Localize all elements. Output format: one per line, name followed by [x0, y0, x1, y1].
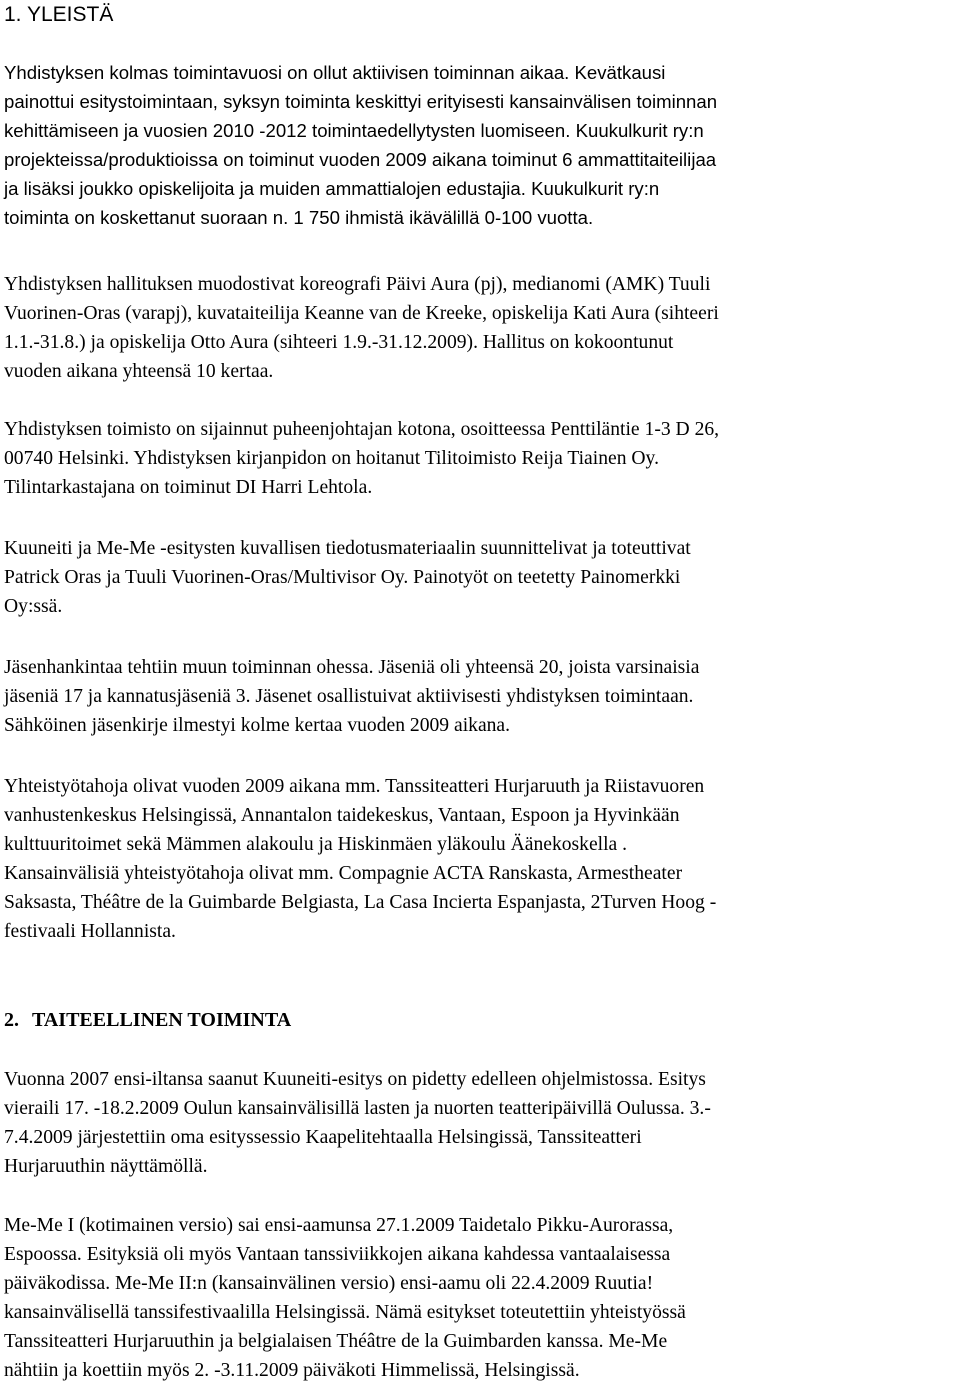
paragraph-line: Tilintarkastajana on toiminut DI Harri Lehtola. — [4, 477, 373, 498]
paragraph-line: Patrick Oras ja Tuuli Vuorinen-Oras/Multivisor Oy. Painotyöt on teetetty Painomerkki — [4, 567, 681, 588]
paragraph-line: päiväkodissa. Me-Me II:n (kansainvälinen versio) ensi-aamu oli 22.4.2009 Ruutia! — [4, 1273, 654, 1294]
paragraph-line: Espoossa. Esityksiä oli myös Vantaan tanssiviikkojen aikana kahdessa vantaalaisessa — [4, 1244, 671, 1265]
section-2-title: TAITEELLINEN TOIMINTA — [32, 1009, 292, 1031]
section-2-number: 2. — [4, 1009, 19, 1031]
paragraph-line: Yhdistyksen kolmas toimintavuosi on ollut aktiivisen toiminnan aikaa. Kevätkausi — [4, 62, 666, 83]
paragraph-meme — [4, 1211, 956, 1385]
paragraph-line: 00740 Helsinki. Yhdistyksen kirjanpidon on hoitanut Tilitoimisto Reija Tiainen Oy. — [4, 448, 659, 469]
paragraph-line: vanhustenkeskus Helsingissä, Annantalon taidekeskus, Vantaan, Espoon ja Hyvinkään — [4, 805, 680, 826]
paragraph-line: Hurjaruuthin näyttämöllä. — [4, 1156, 208, 1177]
paragraph-line: vieraili 17. -18.2.2009 Oulun kansainvälisillä lasten ja nuorten teatteripäivillä Oulussa. 3.- — [4, 1098, 711, 1119]
paragraph-line: Sähköinen jäsenkirje ilmestyi kolme kertaa vuoden 2009 aikana. — [4, 715, 511, 736]
paragraph-partners — [4, 772, 956, 946]
paragraph-board — [4, 270, 956, 386]
paragraph-line: kansainvälisellä tanssifestivaalilla Helsingissä. Nämä esitykset toteutettiin yhteistyössä — [4, 1302, 686, 1323]
paragraph-line: toiminta on koskettanut suoraan n. 1 750 ihmistä ikävälillä 0-100 vuotta. — [4, 207, 594, 228]
paragraph-intro — [4, 58, 956, 232]
section-2-heading — [4, 1008, 291, 1032]
paragraph-line: Oy:ssä. — [4, 596, 63, 617]
paragraph-line: Jäsenhankintaa tehtiin muun toiminnan ohessa. Jäseniä oli yhteensä 20, joista varsinaisia — [4, 657, 700, 678]
paragraph-line: Kuuneiti ja Me-Me -esitysten kuvallisen tiedotusmateriaalin suunnittelivat ja toteuttivat — [4, 538, 691, 559]
paragraph-line: Yhdistyksen hallituksen muodostivat koreografi Päivi Aura (pj), medianomi (AMK) Tuuli — [4, 274, 711, 295]
paragraph-line: kehittämiseen ja vuosien 2010 -2012 toimintaedellytysten luomiseen. Kuukulkurit ry:n — [4, 120, 704, 141]
paragraph-kuuneiti — [4, 1065, 956, 1181]
paragraph-line: Yhteistyötahoja olivat vuoden 2009 aikana mm. Tanssiteatteri Hurjaruuth ja Riistavuoren — [4, 776, 705, 797]
paragraph-members — [4, 653, 956, 740]
paragraph-line: jäseniä 17 ja kannatusjäseniä 3. Jäsenet osallistuivat aktiivisesti yhdistyksen toimintaan. — [4, 686, 694, 707]
paragraph-line: Saksasta, Théâtre de la Guimbarde Belgiasta, La Casa Incierta Espanjasta, 2Turven Hoog - — [4, 892, 717, 913]
paragraph-line: Vuorinen-Oras (varapj), kuvataiteilija Keanne van de Kreeke, opiskelija Kati Aura (sihteeri — [4, 303, 719, 324]
paragraph-line: 7.4.2009 järjestettiin oma esityssessio Kaapelitehtaalla Helsingissä, Tanssiteatteri — [4, 1127, 642, 1148]
paragraph-line: vuoden aikana yhteensä 10 kertaa. — [4, 361, 274, 382]
paragraph-line: kulttuuritoimet sekä Mämmen alakoulu ja Hiskinmäen yläkoulu Äänekoskella . — [4, 834, 628, 855]
section-1-heading: 1. YLEISTÄ — [4, 3, 114, 26]
paragraph-line: Me-Me I (kotimainen versio) sai ensi-aamunsa 27.1.2009 Taidetalo Pikku-Aurorassa, — [4, 1215, 674, 1236]
paragraph-line: Tanssiteatteri Hurjaruuthin ja belgialaisen Théâtre de la Guimbarden kanssa. Me-Me — [4, 1331, 668, 1352]
paragraph-line: projekteissa/produktioissa on toiminut vuoden 2009 aikana toiminut 6 ammattitaiteilijaa — [4, 149, 717, 170]
paragraph-materials — [4, 534, 956, 621]
paragraph-line: Kansainvälisiä yhteistyötahoja olivat mm. Compagnie ACTA Ranskasta, Armestheater — [4, 863, 683, 884]
paragraph-office — [4, 415, 956, 502]
paragraph-line: festivaali Hollannista. — [4, 921, 176, 942]
paragraph-line: nähtiin ja koettiin myös 2. -3.11.2009 päiväkoti Himmelissä, Helsingissä. — [4, 1360, 580, 1381]
paragraph-line: 1.1.-31.8.) ja opiskelija Otto Aura (sihteeri 1.9.-31.12.2009). Hallitus on kokoontunut — [4, 332, 674, 353]
paragraph-line: Yhdistyksen toimisto on sijainnut puheenjohtajan kotona, osoitteessa Penttiläntie 1-3 D 26, — [4, 419, 720, 440]
paragraph-line: ja lisäksi joukko opiskelijoita ja muiden ammattialojen edustajia. Kuukulkurit ry:n — [4, 178, 660, 199]
paragraph-line: painottui esitystoimintaan, syksyn toiminta keskittyi erityisesti kansainvälisen toiminnan — [4, 91, 718, 112]
paragraph-line: Vuonna 2007 ensi-iltansa saanut Kuuneiti-esitys on pidetty edelleen ohjelmistossa. Esitys — [4, 1069, 706, 1090]
